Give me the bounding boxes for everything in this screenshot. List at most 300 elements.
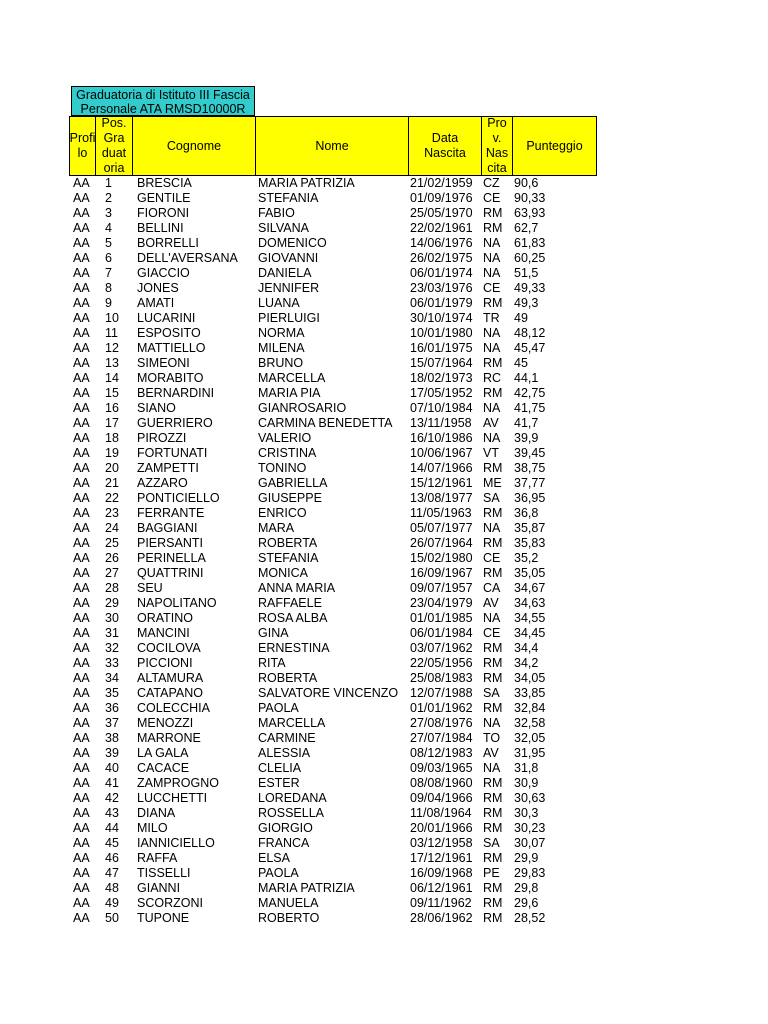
cell-punteggio: 38,75	[514, 461, 546, 475]
cell-punteggio: 45	[514, 356, 528, 370]
cell-provincia: RM	[483, 206, 503, 220]
cell-data-nascita: 16/10/1986	[410, 431, 473, 445]
cell-posizione: 20	[105, 461, 119, 475]
cell-data-nascita: 09/04/1966	[410, 791, 473, 805]
cell-profilo: AA	[73, 356, 90, 370]
cell-nome: BRUNO	[258, 356, 304, 370]
cell-punteggio: 34,63	[514, 596, 546, 610]
table-row	[0, 551, 768, 566]
cell-nome: MARCELLA	[258, 371, 326, 385]
cell-cognome: BAGGIANI	[137, 521, 198, 535]
cell-provincia: CZ	[483, 176, 500, 190]
cell-profilo: AA	[73, 236, 90, 250]
cell-cognome: BELLINI	[137, 221, 184, 235]
cell-nome: TONINO	[258, 461, 307, 475]
cell-profilo: AA	[73, 881, 90, 895]
cell-punteggio: 35,83	[514, 536, 546, 550]
cell-data-nascita: 27/08/1976	[410, 716, 473, 730]
cell-provincia: SA	[483, 491, 500, 505]
cell-provincia: AV	[483, 746, 499, 760]
cell-profilo: AA	[73, 866, 90, 880]
cell-profilo: AA	[73, 896, 90, 910]
cell-punteggio: 49,33	[514, 281, 546, 295]
cell-data-nascita: 03/07/1962	[410, 641, 473, 655]
header-data-nascita: Data Nascita	[409, 117, 482, 175]
cell-punteggio: 32,84	[514, 701, 546, 715]
cell-punteggio: 60,25	[514, 251, 546, 265]
cell-data-nascita: 01/09/1976	[410, 191, 473, 205]
cell-nome: ALESSIA	[258, 746, 311, 760]
cell-profilo: AA	[73, 611, 90, 625]
cell-posizione: 12	[105, 341, 119, 355]
cell-data-nascita: 08/12/1983	[410, 746, 473, 760]
title-line-1: Graduatoria di Istituto III Fascia	[76, 88, 250, 102]
cell-punteggio: 35,05	[514, 566, 546, 580]
table-row	[0, 371, 768, 386]
cell-posizione: 42	[105, 791, 119, 805]
cell-data-nascita: 27/07/1984	[410, 731, 473, 745]
cell-cognome: TUPONE	[137, 911, 190, 925]
cell-data-nascita: 01/01/1962	[410, 701, 473, 715]
cell-provincia: RM	[483, 356, 503, 370]
table-body	[0, 176, 768, 926]
header-provincia: Pro v. Nas cita	[482, 117, 513, 175]
cell-posizione: 29	[105, 596, 119, 610]
cell-provincia: RM	[483, 671, 503, 685]
cell-profilo: AA	[73, 821, 90, 835]
table-row	[0, 416, 768, 431]
table-row	[0, 521, 768, 536]
cell-nome: STEFANIA	[258, 191, 319, 205]
cell-profilo: AA	[73, 581, 90, 595]
cell-cognome: BORRELLI	[137, 236, 199, 250]
cell-posizione: 41	[105, 776, 119, 790]
cell-data-nascita: 16/01/1975	[410, 341, 473, 355]
table-row	[0, 431, 768, 446]
cell-data-nascita: 16/09/1968	[410, 866, 473, 880]
cell-data-nascita: 15/12/1961	[410, 476, 473, 490]
table-row	[0, 701, 768, 716]
cell-nome: SALVATORE VINCENZO	[258, 686, 399, 700]
table-row	[0, 746, 768, 761]
cell-punteggio: 42,75	[514, 386, 546, 400]
table-row	[0, 896, 768, 911]
cell-profilo: AA	[73, 281, 90, 295]
cell-nome: NORMA	[258, 326, 305, 340]
table-row	[0, 221, 768, 236]
cell-posizione: 14	[105, 371, 119, 385]
cell-profilo: AA	[73, 791, 90, 805]
cell-punteggio: 48,12	[514, 326, 546, 340]
cell-cognome: MILO	[137, 821, 168, 835]
table-row	[0, 596, 768, 611]
cell-posizione: 18	[105, 431, 119, 445]
table-row	[0, 206, 768, 221]
cell-posizione: 36	[105, 701, 119, 715]
cell-posizione: 6	[105, 251, 112, 265]
cell-punteggio: 35,87	[514, 521, 546, 535]
cell-provincia: NA	[483, 521, 501, 535]
cell-posizione: 35	[105, 686, 119, 700]
table-header	[69, 116, 597, 176]
cell-posizione: 26	[105, 551, 119, 565]
cell-nome: GINA	[258, 626, 289, 640]
cell-punteggio: 31,8	[514, 761, 539, 775]
cell-nome: LUANA	[258, 296, 300, 310]
cell-data-nascita: 18/02/1973	[410, 371, 473, 385]
cell-cognome: PERINELLA	[137, 551, 206, 565]
cell-punteggio: 49,3	[514, 296, 539, 310]
cell-punteggio: 36,95	[514, 491, 546, 505]
cell-posizione: 45	[105, 836, 119, 850]
cell-data-nascita: 20/01/1966	[410, 821, 473, 835]
header-profilo: Profi lo	[70, 117, 96, 175]
cell-data-nascita: 12/07/1988	[410, 686, 473, 700]
cell-cognome: MORABITO	[137, 371, 204, 385]
cell-punteggio: 29,9	[514, 851, 539, 865]
cell-profilo: AA	[73, 641, 90, 655]
table-row	[0, 311, 768, 326]
cell-nome: ENRICO	[258, 506, 307, 520]
table-row	[0, 341, 768, 356]
cell-nome: MILENA	[258, 341, 305, 355]
cell-posizione: 10	[105, 311, 119, 325]
cell-nome: GIUSEPPE	[258, 491, 322, 505]
table-row	[0, 251, 768, 266]
cell-nome: CARMINE	[258, 731, 316, 745]
table-row	[0, 506, 768, 521]
cell-cognome: SCORZONI	[137, 896, 203, 910]
cell-posizione: 37	[105, 716, 119, 730]
header-cognome: Cognome	[133, 117, 256, 175]
cell-cognome: FORTUNATI	[137, 446, 208, 460]
cell-cognome: MARRONE	[137, 731, 201, 745]
cell-data-nascita: 06/12/1961	[410, 881, 473, 895]
table-row	[0, 491, 768, 506]
cell-profilo: AA	[73, 671, 90, 685]
cell-punteggio: 39,9	[514, 431, 539, 445]
cell-provincia: RM	[483, 911, 503, 925]
cell-data-nascita: 17/05/1952	[410, 386, 473, 400]
cell-provincia: SA	[483, 686, 500, 700]
cell-cognome: COLECCHIA	[137, 701, 210, 715]
cell-punteggio: 34,4	[514, 641, 539, 655]
cell-posizione: 17	[105, 416, 119, 430]
cell-punteggio: 90,6	[514, 176, 539, 190]
cell-data-nascita: 11/05/1963	[410, 506, 472, 520]
cell-nome: CLELIA	[258, 761, 302, 775]
cell-nome: ANNA MARIA	[258, 581, 336, 595]
cell-provincia: RM	[483, 851, 503, 865]
cell-punteggio: 29,8	[514, 881, 539, 895]
cell-punteggio: 63,93	[514, 206, 546, 220]
cell-punteggio: 32,58	[514, 716, 546, 730]
cell-cognome: GUERRIERO	[137, 416, 213, 430]
cell-cognome: CACACE	[137, 761, 190, 775]
cell-cognome: SIANO	[137, 401, 176, 415]
table-row	[0, 656, 768, 671]
cell-posizione: 9	[105, 296, 112, 310]
cell-profilo: AA	[73, 266, 90, 280]
cell-provincia: NA	[483, 251, 501, 265]
cell-nome: MARIA PIA	[258, 386, 321, 400]
cell-provincia: RM	[483, 791, 503, 805]
cell-profilo: AA	[73, 626, 90, 640]
cell-profilo: AA	[73, 716, 90, 730]
table-row	[0, 296, 768, 311]
cell-cognome: ALTAMURA	[137, 671, 204, 685]
cell-punteggio: 30,9	[514, 776, 539, 790]
cell-data-nascita: 15/07/1964	[410, 356, 473, 370]
cell-data-nascita: 26/07/1964	[410, 536, 473, 550]
cell-data-nascita: 10/06/1967	[410, 446, 473, 460]
cell-data-nascita: 17/12/1961	[410, 851, 473, 865]
header-posizione: Pos. Gra duat oria	[96, 117, 133, 175]
cell-profilo: AA	[73, 761, 90, 775]
cell-provincia: PE	[483, 866, 500, 880]
cell-profilo: AA	[73, 401, 90, 415]
table-row	[0, 836, 768, 851]
cell-punteggio: 34,2	[514, 656, 539, 670]
cell-cognome: ZAMPROGNO	[137, 776, 219, 790]
cell-nome: ROBERTA	[258, 536, 318, 550]
cell-cognome: JONES	[137, 281, 179, 295]
cell-profilo: AA	[73, 686, 90, 700]
table-row	[0, 446, 768, 461]
cell-nome: ERNESTINA	[258, 641, 330, 655]
cell-profilo: AA	[73, 251, 90, 265]
cell-data-nascita: 14/06/1976	[410, 236, 473, 250]
cell-cognome: AMATI	[137, 296, 175, 310]
cell-provincia: NA	[483, 761, 501, 775]
cell-posizione: 49	[105, 896, 119, 910]
cell-punteggio: 29,83	[514, 866, 546, 880]
cell-punteggio: 37,77	[514, 476, 546, 490]
cell-nome: ROSA ALBA	[258, 611, 328, 625]
cell-punteggio: 34,05	[514, 671, 546, 685]
cell-nome: MANUELA	[258, 896, 319, 910]
cell-punteggio: 34,67	[514, 581, 546, 595]
cell-posizione: 23	[105, 506, 119, 520]
cell-provincia: RC	[483, 371, 502, 385]
table-row	[0, 611, 768, 626]
cell-posizione: 30	[105, 611, 119, 625]
cell-cognome: LUCCHETTI	[137, 791, 208, 805]
cell-posizione: 27	[105, 566, 119, 580]
cell-profilo: AA	[73, 746, 90, 760]
cell-posizione: 4	[105, 221, 112, 235]
cell-cognome: IANNICIELLO	[137, 836, 215, 850]
cell-posizione: 43	[105, 806, 119, 820]
cell-posizione: 5	[105, 236, 112, 250]
cell-nome: FABIO	[258, 206, 295, 220]
cell-cognome: TISSELLI	[137, 866, 191, 880]
cell-provincia: RM	[483, 536, 503, 550]
cell-cognome: MENOZZI	[137, 716, 194, 730]
cell-posizione: 40	[105, 761, 119, 775]
cell-profilo: AA	[73, 371, 90, 385]
table-row	[0, 326, 768, 341]
cell-cognome: PICCIONI	[137, 656, 193, 670]
cell-cognome: COCILOVA	[137, 641, 201, 655]
cell-cognome: MATTIELLO	[137, 341, 206, 355]
cell-profilo: AA	[73, 296, 90, 310]
cell-provincia: RM	[483, 776, 503, 790]
cell-data-nascita: 11/08/1964	[410, 806, 472, 820]
cell-provincia: TR	[483, 311, 500, 325]
table-row	[0, 176, 768, 191]
table-row	[0, 686, 768, 701]
cell-posizione: 47	[105, 866, 119, 880]
cell-provincia: CE	[483, 281, 501, 295]
cell-data-nascita: 21/02/1959	[410, 176, 473, 190]
cell-profilo: AA	[73, 191, 90, 205]
cell-punteggio: 36,8	[514, 506, 539, 520]
cell-data-nascita: 09/07/1957	[410, 581, 473, 595]
cell-profilo: AA	[73, 416, 90, 430]
cell-cognome: BERNARDINI	[137, 386, 215, 400]
cell-data-nascita: 14/07/1966	[410, 461, 473, 475]
cell-nome: ELSA	[258, 851, 290, 865]
cell-profilo: AA	[73, 536, 90, 550]
cell-punteggio: 31,95	[514, 746, 546, 760]
table-row	[0, 626, 768, 641]
cell-provincia: NA	[483, 611, 501, 625]
cell-cognome: QUATTRINI	[137, 566, 204, 580]
cell-profilo: AA	[73, 506, 90, 520]
table-row	[0, 731, 768, 746]
cell-nome: ROSSELLA	[258, 806, 325, 820]
cell-provincia: RM	[483, 506, 503, 520]
cell-nome: STEFANIA	[258, 551, 319, 565]
table-row	[0, 881, 768, 896]
cell-profilo: AA	[73, 521, 90, 535]
cell-punteggio: 39,45	[514, 446, 546, 460]
cell-data-nascita: 06/01/1974	[410, 266, 473, 280]
cell-punteggio: 62,7	[514, 221, 539, 235]
cell-cognome: ZAMPETTI	[137, 461, 199, 475]
table-row	[0, 461, 768, 476]
cell-nome: GIANROSARIO	[258, 401, 347, 415]
cell-profilo: AA	[73, 461, 90, 475]
cell-profilo: AA	[73, 221, 90, 235]
cell-provincia: NA	[483, 266, 501, 280]
cell-punteggio: 49	[514, 311, 528, 325]
cell-provincia: SA	[483, 836, 500, 850]
cell-cognome: PIERSANTI	[137, 536, 203, 550]
cell-punteggio: 33,85	[514, 686, 546, 700]
cell-provincia: CE	[483, 191, 501, 205]
cell-posizione: 21	[105, 476, 119, 490]
cell-posizione: 24	[105, 521, 119, 535]
cell-posizione: 28	[105, 581, 119, 595]
cell-profilo: AA	[73, 731, 90, 745]
cell-cognome: LUCARINI	[137, 311, 196, 325]
cell-data-nascita: 22/05/1956	[410, 656, 473, 670]
cell-nome: SILVANA	[258, 221, 309, 235]
title-line-2: Personale ATA RMSD10000R	[80, 102, 246, 116]
cell-data-nascita: 16/09/1967	[410, 566, 473, 580]
cell-profilo: AA	[73, 176, 90, 190]
cell-nome: ROBERTO	[258, 911, 320, 925]
cell-posizione: 31	[105, 626, 119, 640]
cell-nome: MARIA PATRIZIA	[258, 176, 355, 190]
cell-profilo: AA	[73, 566, 90, 580]
cell-cognome: RAFFA	[137, 851, 178, 865]
cell-posizione: 34	[105, 671, 119, 685]
cell-data-nascita: 13/11/1958	[410, 416, 472, 430]
cell-cognome: PONTICIELLO	[137, 491, 220, 505]
cell-profilo: AA	[73, 311, 90, 325]
cell-posizione: 16	[105, 401, 119, 415]
cell-posizione: 8	[105, 281, 112, 295]
cell-posizione: 39	[105, 746, 119, 760]
cell-posizione: 33	[105, 656, 119, 670]
table-row	[0, 281, 768, 296]
cell-cognome: SEU	[137, 581, 163, 595]
table-row	[0, 671, 768, 686]
table-row	[0, 581, 768, 596]
cell-profilo: AA	[73, 836, 90, 850]
cell-profilo: AA	[73, 326, 90, 340]
cell-nome: FRANCA	[258, 836, 310, 850]
cell-provincia: RM	[483, 386, 503, 400]
cell-nome: ROBERTA	[258, 671, 318, 685]
cell-profilo: AA	[73, 806, 90, 820]
cell-profilo: AA	[73, 656, 90, 670]
cell-data-nascita: 09/11/1962	[410, 896, 472, 910]
cell-punteggio: 32,05	[514, 731, 546, 745]
cell-punteggio: 30,07	[514, 836, 546, 850]
cell-data-nascita: 10/01/1980	[410, 326, 473, 340]
cell-cognome: GIANNI	[137, 881, 181, 895]
cell-punteggio: 30,63	[514, 791, 546, 805]
cell-nome: CRISTINA	[258, 446, 317, 460]
cell-punteggio: 28,52	[514, 911, 546, 925]
cell-nome: RAFFAELE	[258, 596, 322, 610]
cell-punteggio: 30,23	[514, 821, 546, 835]
document-title	[71, 86, 255, 116]
cell-provincia: RM	[483, 806, 503, 820]
table-row	[0, 536, 768, 551]
cell-nome: PAOLA	[258, 866, 299, 880]
cell-cognome: BRESCIA	[137, 176, 192, 190]
cell-posizione: 25	[105, 536, 119, 550]
cell-posizione: 48	[105, 881, 119, 895]
cell-data-nascita: 13/08/1977	[410, 491, 473, 505]
cell-nome: GIORGIO	[258, 821, 313, 835]
cell-punteggio: 41,75	[514, 401, 546, 415]
cell-punteggio: 45,47	[514, 341, 546, 355]
cell-data-nascita: 25/08/1983	[410, 671, 473, 685]
cell-cognome: DIANA	[137, 806, 176, 820]
cell-cognome: CATAPANO	[137, 686, 203, 700]
cell-provincia: RM	[483, 896, 503, 910]
cell-profilo: AA	[73, 206, 90, 220]
cell-cognome: AZZARO	[137, 476, 188, 490]
cell-provincia: RM	[483, 461, 503, 475]
cell-data-nascita: 07/10/1984	[410, 401, 473, 415]
cell-nome: RITA	[258, 656, 286, 670]
cell-punteggio: 29,6	[514, 896, 539, 910]
table-row	[0, 791, 768, 806]
cell-provincia: NA	[483, 716, 501, 730]
cell-posizione: 15	[105, 386, 119, 400]
cell-data-nascita: 08/08/1960	[410, 776, 473, 790]
cell-provincia: RM	[483, 566, 503, 580]
cell-data-nascita: 06/01/1984	[410, 626, 473, 640]
cell-cognome: GIACCIO	[137, 266, 190, 280]
